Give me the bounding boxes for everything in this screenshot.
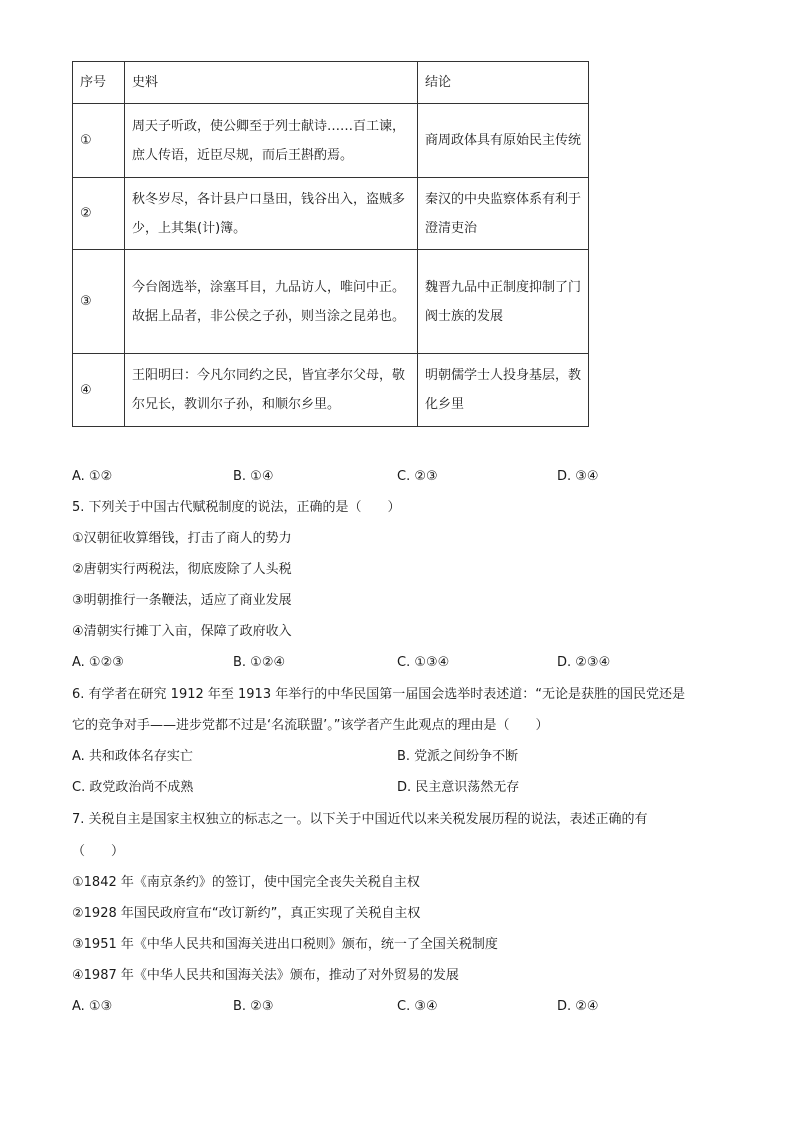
header-source: 史料 — [125, 62, 418, 104]
q7-item: ④1987 年《中华人民共和国海关法》颁布，推动了对外贸易的发展 — [72, 968, 459, 983]
q4-option-c: C. ②③ — [397, 469, 438, 484]
q6-stem-line-1: 6. 有学者在研究 1912 年至 1913 年举行的中华民国第一届国会选举时表述道：“无论是获胜的国民党还是 — [72, 687, 685, 702]
q7-stem-line-1: 7. 关税自主是国家主权独立的标志之一。以下关于中国近代以来关税发展历程的说法，表述正确的有 — [72, 812, 648, 827]
source-table — [72, 61, 589, 427]
q5-stem: 5. 下列关于中国古代赋税制度的说法，正确的是（ ） — [72, 500, 401, 515]
q7-option-a: A. ①③ — [72, 999, 113, 1014]
q4-option-d: D. ③④ — [557, 469, 599, 484]
row-number: ③ — [73, 250, 125, 354]
q6-stem-line-2: 它的竞争对手——进步党都不过是‘名流联盟’。”该学者产生此观点的理由是（ ） — [72, 718, 549, 733]
table-row — [73, 178, 589, 250]
q7-item: ①1842 年《南京条约》的签订，使中国完全丧失关税自主权 — [72, 875, 420, 890]
row-source: 秋冬岁尽，各计县户口垦田，钱谷出入，盗贼多少，上其集(计)簿。 — [125, 178, 418, 250]
q7-option-b: B. ②③ — [233, 999, 274, 1014]
row-number: ① — [73, 104, 125, 178]
q7-item: ②1928 年国民政府宣布“改订新约”，真正实现了关税自主权 — [72, 906, 421, 921]
q4-option-b: B. ①④ — [233, 469, 274, 484]
q7-item: ③1951 年《中华人民共和国海关进出口税则》颁布，统一了全国关税制度 — [72, 937, 498, 952]
q5-option-a: A. ①②③ — [72, 655, 124, 670]
q7-option-c: C. ③④ — [397, 999, 438, 1014]
q5-option-d: D. ②③④ — [557, 655, 611, 670]
q4-option-a: A. ①② — [72, 469, 113, 484]
header-no: 序号 — [73, 62, 125, 104]
row-conclusion: 魏晋九品中正制度抑制了门阀士族的发展 — [418, 250, 589, 354]
table-row — [73, 250, 589, 354]
q5-item: ④清朝实行摊丁入亩，保障了政府收入 — [72, 624, 292, 639]
q7-option-d: D. ②④ — [557, 999, 599, 1014]
table-row — [73, 104, 589, 178]
table-row — [73, 354, 589, 427]
q6-option-d: D. 民主意识荡然无存 — [397, 780, 520, 795]
q5-option-b: B. ①②④ — [233, 655, 286, 670]
q7-stem-line-2: （ ） — [72, 844, 125, 859]
row-source: 今台阁选举，涂塞耳目，九品访人，唯问中正。故据上品者，非公侯之子孙，则当涂之昆弟也。 — [125, 250, 418, 354]
q5-item: ①汉朝征收算缗钱，打击了商人的势力 — [72, 531, 292, 546]
q6-option-c: C. 政党政治尚不成熟 — [72, 780, 194, 795]
row-conclusion: 商周政体具有原始民主传统 — [418, 104, 589, 178]
q5-item: ②唐朝实行两税法，彻底废除了人头税 — [72, 562, 292, 577]
header-conclusion: 结论 — [418, 62, 589, 104]
row-conclusion: 秦汉的中央监察体系有利于澄清吏治 — [418, 178, 589, 250]
table-header-row — [73, 62, 589, 104]
row-conclusion: 明朝儒学士人投身基层，教化乡里 — [418, 354, 589, 427]
row-number: ④ — [73, 354, 125, 427]
q5-option-c: C. ①③④ — [397, 655, 450, 670]
row-source: 周天子听政，使公卿至于列士献诗……百工谏，庶人传语，近臣尽规，而后王斟酌焉。 — [125, 104, 418, 178]
row-number: ② — [73, 178, 125, 250]
q6-option-b: B. 党派之间纷争不断 — [397, 749, 519, 764]
q6-option-a: A. 共和政体名存实亡 — [72, 749, 193, 764]
row-source: 王阳明曰：今凡尔同约之民，皆宜孝尔父母，敬尔兄长，教训尔子孙，和顺尔乡里。 — [125, 354, 418, 427]
q5-item: ③明朝推行一条鞭法，适应了商业发展 — [72, 593, 292, 608]
